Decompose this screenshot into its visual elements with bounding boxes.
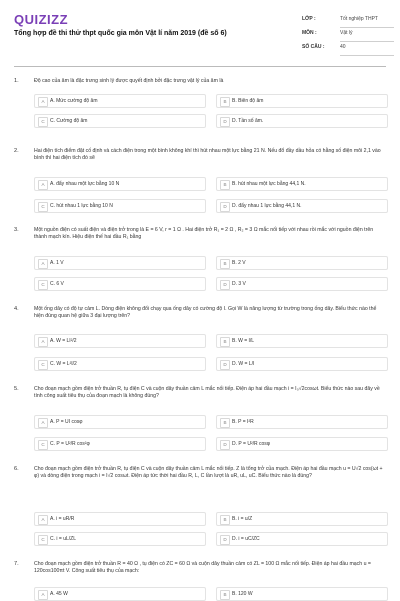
document-title: Tổng hợp đề thi thử thpt quốc gia môn Vật lí năm 2019 (đề số 6)	[14, 30, 227, 37]
meta-subject-label: MÔN :	[302, 30, 317, 36]
option-b[interactable]	[216, 256, 388, 270]
question-number: 2.	[14, 148, 19, 154]
option-letter: D	[220, 440, 230, 450]
option-letter: D	[220, 202, 230, 212]
option-letter: C	[38, 117, 48, 127]
question-text: Độ cao của âm là đặc trưng sinh lý được quyết định bởi đặc trưng vật lý của âm là	[34, 78, 224, 84]
option-text: C. W = L²I/2	[50, 361, 77, 367]
option-b[interactable]	[216, 587, 388, 601]
option-text: D. 3 V	[232, 281, 246, 287]
option-text: B. 2 V	[232, 260, 246, 266]
question-5	[14, 386, 386, 452]
meta-subject-value: Vật lý	[340, 27, 394, 42]
meta-class-label: LỚP :	[302, 16, 316, 22]
quizizz-logo: QUIZIZZ	[14, 12, 69, 27]
meta-class-value: Tốt nghiệp THPT	[340, 13, 394, 28]
option-letter: C	[38, 202, 48, 212]
question-2	[14, 148, 386, 214]
option-a[interactable]	[34, 334, 206, 348]
question-number: 6.	[14, 466, 19, 472]
option-text: B. Biên độ âm	[232, 98, 264, 104]
meta-question-count-value: 40	[340, 41, 394, 56]
meta-question-count	[302, 41, 394, 54]
option-text: C. P = U²/R cos²φ	[50, 441, 90, 447]
question-number: 4.	[14, 306, 19, 312]
question-text: Một nguồn điện có suất điện và điện trở trong là E = 6 V, r = 1 Ω . Hai điện trở R₁ = 2 Ω , R₂ = 3 Ω mắc nối tiếp với nhau rồi mắc với nguồn điện trên thành mạch kín. Hiệu điện thế hai đầu R₁ bằng	[34, 227, 374, 240]
option-text: B. i = u/Z	[232, 516, 253, 522]
option-letter: D	[220, 117, 230, 127]
option-text: C. hút nhau 1 lực bằng 10 N	[50, 203, 113, 209]
option-d[interactable]	[216, 357, 388, 371]
option-letter: B	[220, 515, 230, 525]
option-a[interactable]	[34, 512, 206, 526]
option-text: C. Cường độ âm	[50, 118, 88, 124]
question-text: Cho đoạn mạch gồm điện trở thuần R, tụ điện C và cuộn dây thuần cảm L mắc nối tiếp. Z là tổng trở của mạch. Điện áp hai đầu mạch u = U√2 cos(ωt + φ) và dòng điện trong mạch i = I√2 cosωt. Điện áp tức thời hai đầu R, L, C lần lượt là uR, uL, uC. Biểu thức nào là đúng?	[34, 466, 383, 479]
option-b[interactable]	[216, 177, 388, 191]
question-7	[14, 561, 386, 600]
option-a[interactable]	[34, 587, 206, 601]
option-d[interactable]	[216, 114, 388, 128]
option-letter: B	[220, 180, 230, 190]
option-b[interactable]	[216, 415, 388, 429]
option-letter: B	[220, 590, 230, 600]
option-a[interactable]	[34, 415, 206, 429]
option-letter: B	[220, 418, 230, 428]
option-letter: A	[38, 337, 48, 347]
option-letter: B	[220, 337, 230, 347]
option-text: D. đẩy nhau 1 lực bằng 44,1 N.	[232, 203, 302, 209]
option-text: D. i = uC/ZC	[232, 536, 260, 542]
option-a[interactable]	[34, 256, 206, 270]
document-header	[0, 0, 400, 64]
option-d[interactable]	[216, 199, 388, 213]
option-text: B. hút nhau một lực bằng 44,1 N.	[232, 181, 306, 187]
option-text: B. W = I/L	[232, 338, 255, 344]
option-a[interactable]	[34, 94, 206, 108]
option-c[interactable]	[34, 532, 206, 546]
question-3	[14, 227, 386, 291]
option-text: A. W = LI²/2	[50, 338, 77, 344]
option-b[interactable]	[216, 512, 388, 526]
option-text: D. W = L/I	[232, 361, 255, 367]
question-number: 1.	[14, 78, 19, 84]
option-text: B. 120 W	[232, 591, 253, 597]
option-b[interactable]	[216, 94, 388, 108]
meta-class	[302, 13, 394, 26]
question-text: Cho đoạn mạch gồm điện trở thuần R, tụ điện C và cuộn dây thuần cảm L mắc nối tiếp. Điện áp hai đầu mạch i = I₀√2cosωt. Biểu thức nào sau đây về tính công suất tiêu thụ của đoạn mạch là không đúng?	[34, 386, 380, 399]
option-text: B. P = I²R	[232, 419, 254, 425]
option-b[interactable]	[216, 334, 388, 348]
question-text: Một ống dây có độ tự cảm L. Dòng điện không đổi chạy qua ống dây có cường độ I. Gọi W là năng lượng từ trường trong ống dây. Biểu thức nào thể hiện đúng quan hệ giữa 3 đại lượng trên?	[34, 306, 377, 319]
option-d[interactable]	[216, 437, 388, 451]
option-letter: B	[220, 97, 230, 107]
option-a[interactable]	[34, 177, 206, 191]
option-text: C. 6 V	[50, 281, 64, 287]
question-number: 7.	[14, 561, 19, 567]
option-letter: C	[38, 360, 48, 370]
question-4	[14, 306, 386, 372]
question-6	[14, 466, 386, 550]
question-text: Hai điện tích điểm đặt cố định và cách điện trong một bình không khí thì hút nhau một lực bằng 21 N. Nếu đổ đầy dầu hỏa có hằng số điện môi 2,1 vào bình thì hai điện tích đó sẽ	[34, 148, 381, 161]
option-text: D. Tần số âm.	[232, 118, 264, 124]
question-number: 3.	[14, 227, 19, 233]
option-text: A. 1 V	[50, 260, 64, 266]
option-letter: C	[38, 440, 48, 450]
option-letter: A	[38, 259, 48, 269]
option-letter: D	[220, 280, 230, 290]
option-c[interactable]	[34, 199, 206, 213]
option-text: A. đẩy nhau một lực bằng 10 N	[50, 181, 120, 187]
option-letter: A	[38, 180, 48, 190]
question-1	[14, 78, 386, 136]
option-letter: D	[220, 360, 230, 370]
question-text: Cho đoạn mạch gồm điện trở thuần R = 40 Ω , tụ điện có ZC = 60 Ω và cuộn dây thuần cảm có ZL = 100 Ω mắc nối tiếp. Điện áp hai đầu mạch u = 120cos100πt V. Công suất tiêu thụ của mạch:	[34, 561, 371, 574]
option-text: A. P = UI cosφ	[50, 419, 83, 425]
option-text: D. P = U²/R cosφ	[232, 441, 271, 447]
option-letter: C	[38, 535, 48, 545]
option-letter: D	[220, 535, 230, 545]
option-c[interactable]	[34, 357, 206, 371]
option-d[interactable]	[216, 532, 388, 546]
option-letter: A	[38, 515, 48, 525]
option-letter: A	[38, 590, 48, 600]
option-letter: B	[220, 259, 230, 269]
option-d[interactable]	[216, 277, 388, 291]
option-text: A. i = uR/R	[50, 516, 75, 522]
meta-question-count-label: SỐ CÂU :	[302, 44, 325, 50]
option-text: A. 45 W	[50, 591, 68, 597]
option-c[interactable]	[34, 437, 206, 451]
option-letter: C	[38, 280, 48, 290]
option-letter: A	[38, 418, 48, 428]
option-letter: A	[38, 97, 48, 107]
option-text: A. Mức cường độ âm	[50, 98, 98, 104]
question-number: 5.	[14, 386, 19, 392]
header-divider	[14, 66, 386, 67]
option-text: C. i = uL/ZL	[50, 536, 76, 542]
option-c[interactable]	[34, 277, 206, 291]
option-c[interactable]	[34, 114, 206, 128]
meta-subject	[302, 27, 394, 40]
